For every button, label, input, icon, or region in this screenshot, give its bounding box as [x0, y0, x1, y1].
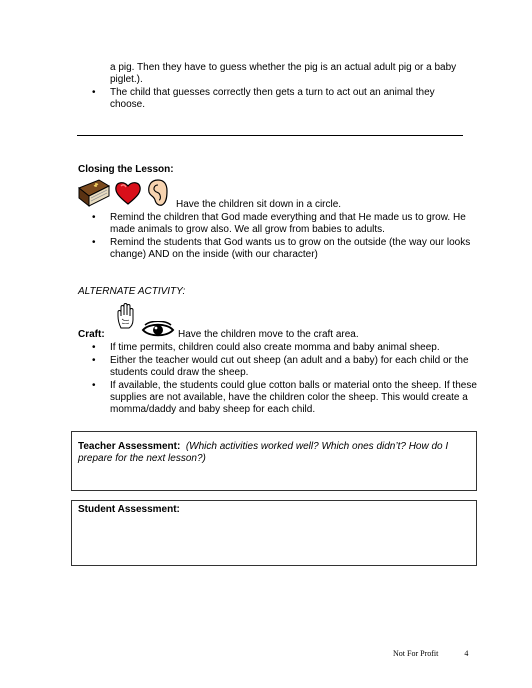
craft-intro: Have the children move to the craft area.	[178, 329, 359, 340]
bullet-dot: •	[92, 355, 96, 366]
student-assessment-label: Student Assessment:	[78, 504, 180, 515]
teacher-assessment-text	[78, 441, 468, 465]
section-divider	[77, 135, 463, 136]
student-assessment-box[interactable]	[71, 500, 477, 566]
footer-text: Not For Profit	[393, 649, 439, 658]
alternate-bullet-3: • If available, the students could glue cotton balls or material onto the sheep. If these supplies are not available, have the children color the sheep. This would create a momma/daddy and baby sheep for each child.	[92, 380, 477, 415]
bullet-dot: •	[92, 237, 96, 248]
top-bullet-2: • The child that guesses correctly then gets a turn to act out an animal they choose.	[92, 87, 435, 110]
bullet-dot: •	[92, 212, 96, 223]
eye-icon	[141, 321, 175, 339]
closing-heading: Closing the Lesson:	[78, 164, 174, 175]
bullet-dot: •	[92, 380, 96, 391]
closing-bullet-2: • Remind the students that God wants us to grow on the outside (the way our looks change) AND on the inside (with our character)	[92, 237, 471, 260]
ear-icon	[146, 178, 170, 208]
craft-label: Craft:	[78, 329, 105, 340]
teacher-assessment-box[interactable]	[71, 431, 477, 491]
page-number: 4	[464, 649, 469, 658]
bullet-dot: •	[92, 87, 96, 98]
alternate-bullet-2: • Either the teacher would cut out sheep (an adult and a baby) for each child or the students could draw the sheep.	[92, 355, 469, 378]
bullet-dot: •	[92, 342, 96, 353]
top-bullet-1: a pig. Then they have to guess whether the pig is an actual adult pig or a baby piglet.).	[110, 62, 457, 85]
closing-icons	[77, 178, 177, 208]
closing-bullet-1: • Remind the children that God made everything and that He made us to grow. He made animals to grow also. We all grow from babies to adults.	[92, 212, 466, 235]
alternate-heading: ALTERNATE ACTIVITY:	[78, 286, 186, 297]
footer	[393, 648, 468, 660]
closing-intro: Have the children sit down in a circle.	[176, 199, 342, 210]
teacher-assessment-prompt: (Which activities worked well? Which ones didn’t? How do I prepare for the next lesson?)	[78, 441, 449, 464]
heart-icon	[114, 180, 142, 206]
alternate-bullet-1: • If time permits, children could also create momma and baby animal sheep.	[92, 342, 440, 353]
hand-icon	[116, 302, 138, 330]
teacher-assessment-label: Teacher Assessment:	[78, 441, 181, 452]
bible-icon	[77, 178, 111, 208]
